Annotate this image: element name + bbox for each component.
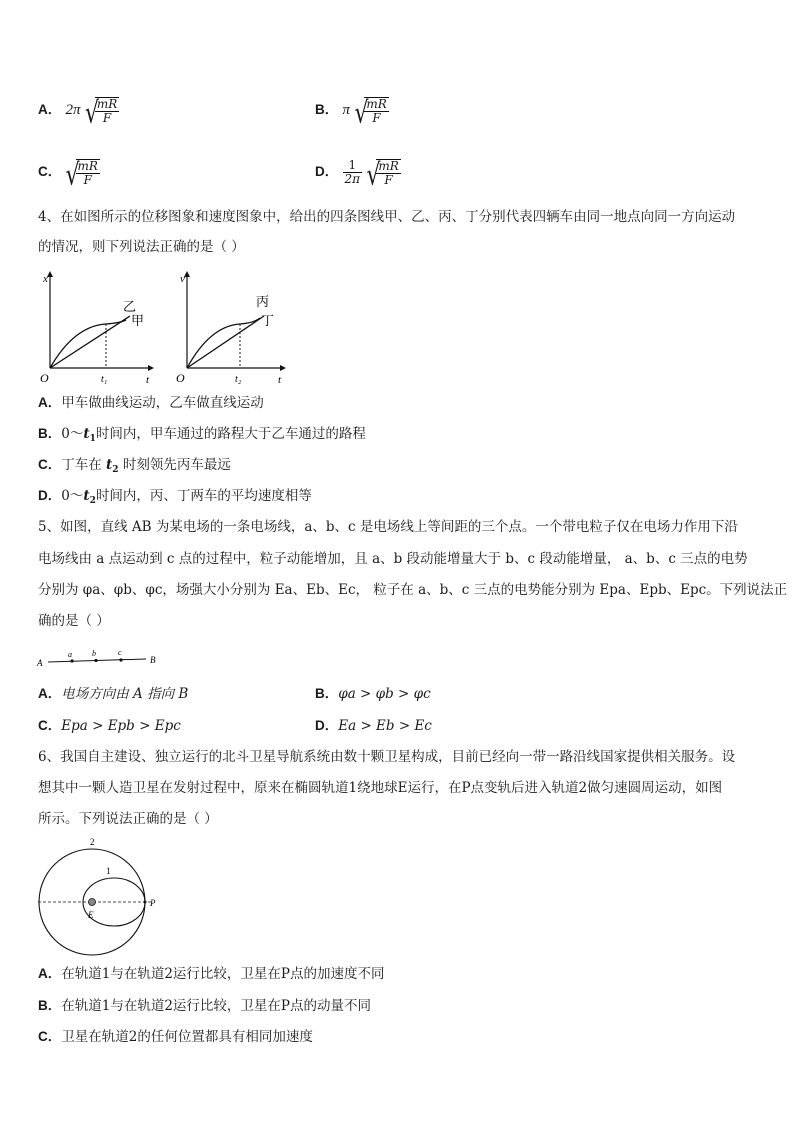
g2-curve-label: 丙 xyxy=(256,294,270,309)
q4-graphs-figure xyxy=(34,266,294,390)
label-c: c xyxy=(118,648,122,657)
sqrt-b: √ $\frac{mR}{F}$ xyxy=(354,96,387,131)
q6-stem-line1: 6、我国自主建设、独立运行的北斗卫星导航系统由数十颗卫星构成，目前已经向一带一路沿线国家提供相关服务。设 xyxy=(38,749,736,765)
coef-d: $\frac{1}{2\pi}$ xyxy=(344,158,361,186)
q4-option-c: C．丁车在 $t_2$ 时刻领先丙车最远 xyxy=(38,457,231,475)
point-c xyxy=(119,658,122,661)
g1-y-label: x xyxy=(43,273,48,285)
q5-stem-line4: 确的是（ ） xyxy=(38,613,110,629)
point-b xyxy=(94,659,97,662)
q5-stem-line3: 分别为 φa、φb、φc，场强大小分别为 Ea、Eb、Ec， 粒子在 a、b、c 三点的电势能分别为 Epa、Epb、Epc。下列说法正 xyxy=(38,582,788,598)
g1-origin: O xyxy=(40,371,49,385)
label-earth: E xyxy=(88,910,94,920)
option-c-prev: C． √ $\frac{mR}{F}$ xyxy=(38,158,98,193)
g2-line-label: 丁 xyxy=(261,313,275,328)
g1-line-label: 甲 xyxy=(131,313,145,328)
g2-x-label: t xyxy=(278,374,282,386)
q4-stem-line1: 4、在如图所示的位移图象和速度图象中，给出的四条图线甲、乙、丙、丁分别代表四辆车由同一地点向同一方向运动 xyxy=(38,209,736,225)
g1-curve-label: 乙 xyxy=(123,299,137,314)
q6-option-b: B．在轨道1与在轨道2运行比较，卫星在P点的动量不同 xyxy=(38,998,372,1014)
g2-straight-line xyxy=(187,316,264,368)
q6-stem-line3: 所示。下列说法正确的是（ ） xyxy=(38,811,218,827)
option-b-prev: B． π √ $\frac{mR}{F}$ xyxy=(315,96,387,131)
q5-stem-line2: 电场线由 a 点运动到 c 点的过程中，粒子动能增加，且 a、b 段动能增量大于 b、c 段动能增量， a、b、c 三点的电势 xyxy=(38,551,748,567)
displacement-graph xyxy=(40,271,154,386)
g1-tick: t₁ xyxy=(101,374,108,385)
coef-a: 2π xyxy=(65,102,81,118)
q6-option-a: A．在轨道1与在轨道2运行比较，卫星在P点的加速度不同 xyxy=(38,966,385,982)
q5-option-d: D．Ea > Eb > Ec xyxy=(315,718,432,734)
g2-y-label: v xyxy=(180,273,185,285)
q4-option-d: D．$0\sim t_2$时间内，丙、丁两车的平均速度相等 xyxy=(38,488,312,506)
sqrt-d: √ $\frac{mR}{F}$ xyxy=(366,158,399,193)
q5-option-c: C．Epa > Epb > Epc xyxy=(38,718,181,734)
q4-stem-line2: 的情况，则下列说法正确的是（ ） xyxy=(38,239,245,255)
point-a xyxy=(70,659,73,662)
g2-tick: t₂ xyxy=(235,374,242,385)
label-a: a xyxy=(68,650,72,659)
option-a-prev: A． 2π √ $\frac{mR}{F}$ xyxy=(38,96,118,131)
q4-option-b: B．$0\sim t_1$时间内，甲车通过的路程大于乙车通过的路程 xyxy=(38,426,366,444)
label-A: A xyxy=(37,658,43,668)
q6-orbit-figure xyxy=(34,832,164,958)
g1-x-label: t xyxy=(146,374,150,386)
q6-stem-line2: 想其中一颗人造卫星在发射过程中，原来在椭圆轨道1绕地球E运行，在P点变轨后进入轨道2做匀速圆周运动，如图 xyxy=(38,780,723,796)
label-b: b xyxy=(92,649,96,658)
q5-stem-line1: 5、如图，直线 AB 为某电场的一条电场线，a、b、c 是电场线上等间距的三个点。一个带电粒子仅在电场力作用下沿 xyxy=(38,519,738,535)
sqrt-c: √ $\frac{mR}{F}$ xyxy=(65,158,98,193)
label-point-p: P xyxy=(150,898,156,908)
option-d-prev: D． $\frac{1}{2\pi}$ √ $\frac{mR}{F}$ xyxy=(315,158,399,193)
q4-option-a: A．甲车做曲线运动，乙车做直线运动 xyxy=(38,395,264,411)
velocity-graph xyxy=(176,271,286,386)
sqrt-a: √ $\frac{mR}{F}$ xyxy=(84,96,118,131)
label-B: B xyxy=(150,655,156,665)
g1-straight-line xyxy=(50,316,130,368)
label-orbit-1: 1 xyxy=(106,866,111,876)
point-p xyxy=(144,901,147,904)
coef-b: π xyxy=(342,102,351,118)
q5-option-a: A．电场方向由 A 指向 B xyxy=(38,686,189,702)
q5-option-b: B．φa > φb > φc xyxy=(315,686,431,702)
earth-icon xyxy=(89,899,96,906)
g2-origin: O xyxy=(176,371,185,385)
q6-option-c: C．卫星在轨道2的任何位置都具有相同加速度 xyxy=(38,1029,313,1045)
q5-field-line-figure xyxy=(34,648,174,672)
label-orbit-2: 2 xyxy=(90,837,95,847)
